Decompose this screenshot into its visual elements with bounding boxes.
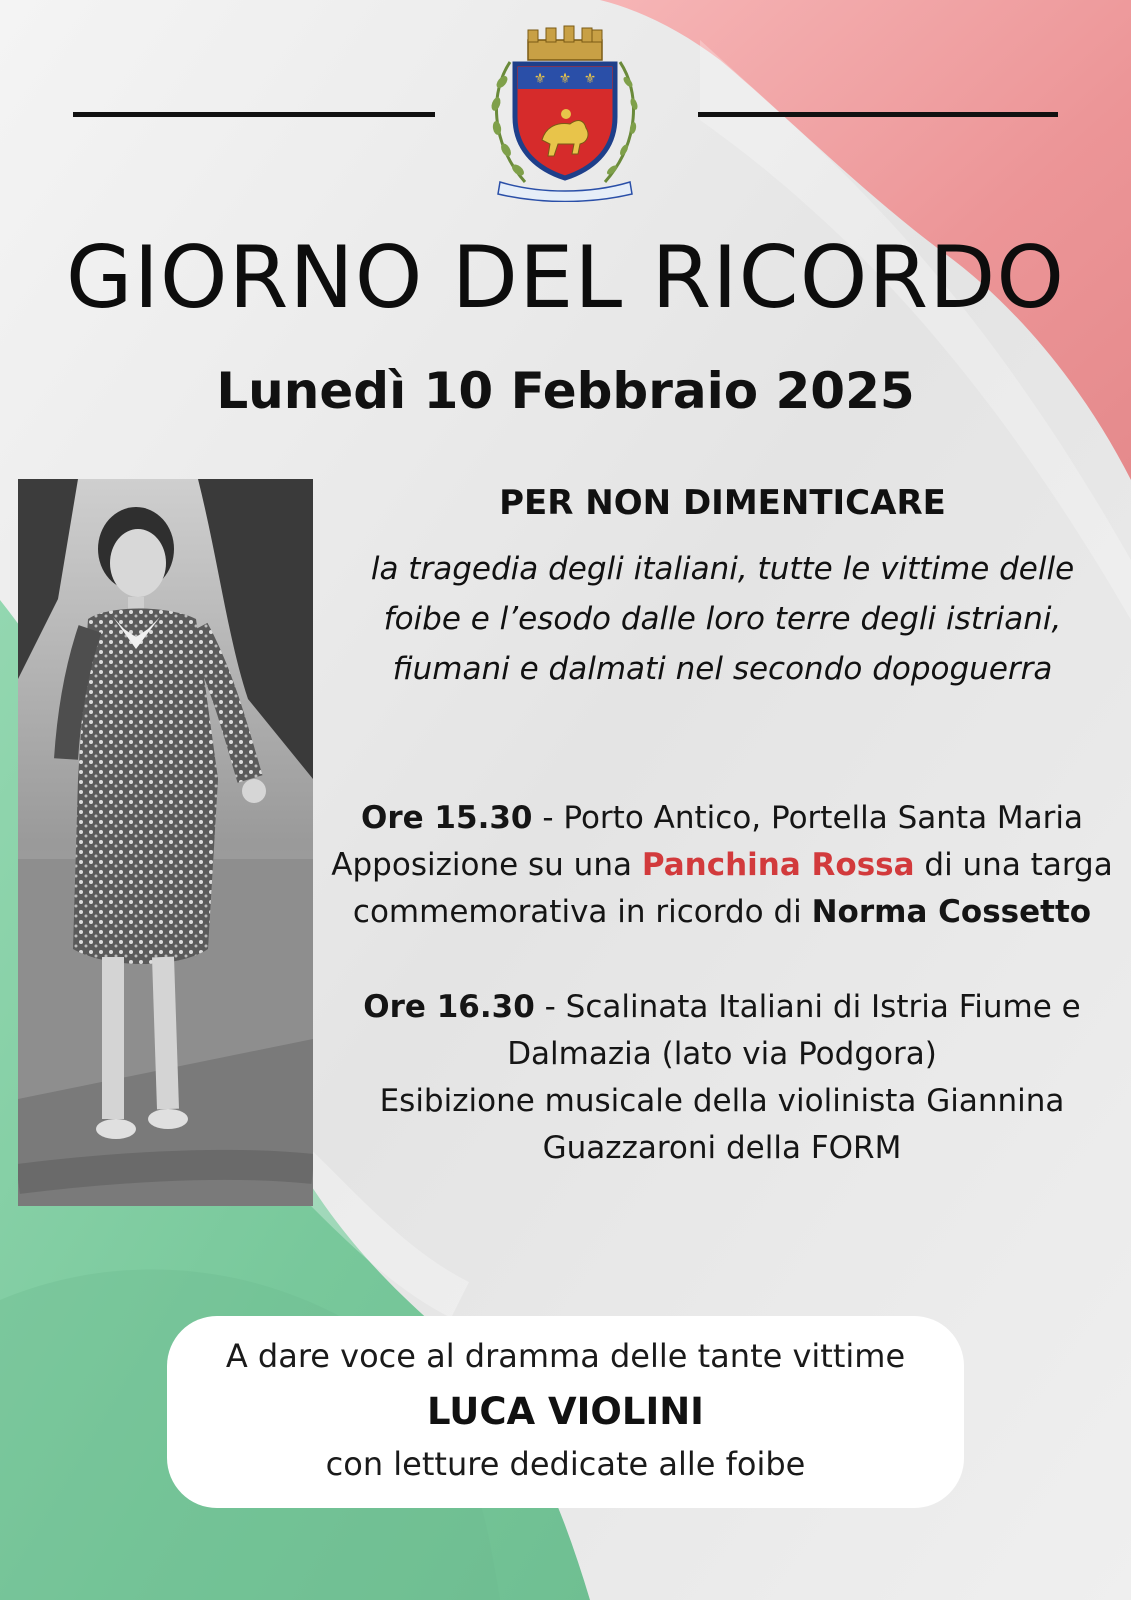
city-crest-logo: [480, 22, 650, 202]
event-description: di una targa: [914, 847, 1113, 883]
event-place: Dalmazia (lato via Podgora): [507, 1036, 937, 1072]
event-description: Guazzaroni della FORM: [542, 1130, 902, 1166]
event-time: Ore 16.30: [363, 989, 535, 1025]
voice-name: LUCA VIOLINI: [427, 1390, 704, 1433]
voice-box: [167, 1316, 964, 1508]
event-highlight: Panchina Rossa: [641, 847, 915, 883]
svg-text:⚜: ⚜: [583, 71, 597, 87]
left-rule: [73, 112, 435, 117]
motto-line: la tragedia degli italiani, tutte le vittime delle: [370, 551, 1075, 587]
event-place: - Scalinata Italiani di Istria Fiume e: [534, 989, 1081, 1025]
event-description: commemorativa in ricordo di: [352, 894, 812, 930]
motto-line: fiumani e dalmati nel secondo dopoguerra: [392, 651, 1053, 687]
event-person: Norma Cossetto: [811, 894, 1092, 930]
event-item: [322, 795, 1122, 936]
motto-text: [340, 544, 1105, 694]
event-description: Apposizione su una: [331, 847, 642, 883]
event-item: [322, 984, 1122, 1172]
right-rule: [698, 112, 1058, 117]
motto-line: foibe e l’esodo dalle loro terre degli istriani,: [383, 601, 1062, 637]
page-title: GIORNO DEL RICORDO: [65, 228, 1066, 328]
svg-text:⚜: ⚜: [558, 71, 572, 87]
event-description: Esibizione musicale della violinista Giannina: [379, 1083, 1065, 1119]
event-date: Lunedì 10 Febbraio 2025: [216, 362, 915, 420]
event-place: - Porto Antico, Portella Santa Maria: [532, 800, 1084, 836]
portrait-photo: [18, 479, 313, 1206]
voice-intro: A dare voce al dramma delle tante vittime: [225, 1337, 906, 1375]
event-time: Ore 15.30: [360, 800, 533, 836]
motto-heading: PER NON DIMENTICARE: [499, 483, 946, 523]
voice-outro: con letture dedicate alle foibe: [325, 1445, 806, 1483]
svg-text:⚜: ⚜: [533, 71, 547, 87]
